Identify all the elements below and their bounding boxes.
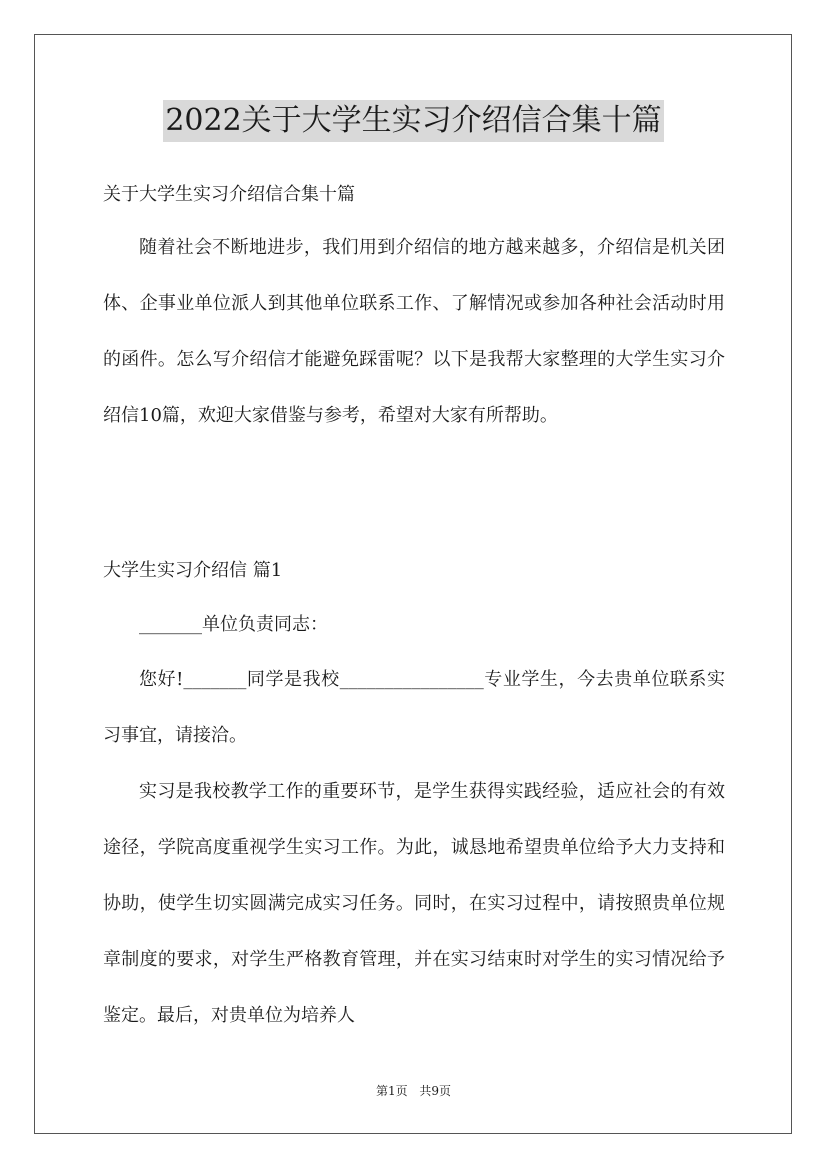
document-subtitle: 关于大学生实习介绍信合集十篇 — [103, 184, 355, 205]
letter-paragraph: 您好!_______同学是我校________________专业学生，今去贵单位联系实习事宜，请接洽。 — [103, 669, 725, 746]
document-title: 2022关于大学生实习介绍信合集十篇 — [163, 100, 663, 142]
page-footer — [0, 1082, 827, 1100]
letter-greeting: _______单位负责同志： — [139, 614, 328, 635]
letter-body — [103, 652, 725, 1044]
intro-paragraph: 随着社会不断地进步，我们用到介绍信的地方越来越多，介绍信是机关团体、企事业单位派人到其他单位联系工作、了解情况或参加各种社会活动时用的函件。怎么写介绍信才能避免踩雷呢？以下是我帮大家整理的大学生实习介绍信10篇，欢迎大家借鉴与参考，希望对大家有所帮助。 — [103, 237, 725, 426]
page-total: 共9页 — [419, 1084, 452, 1098]
intro-block — [103, 220, 725, 444]
page-number: 第1页 — [375, 1084, 408, 1098]
title-container — [0, 100, 827, 142]
section-heading: 大学生实习介绍信 篇1 — [103, 560, 283, 581]
letter-paragraph: 实习是我校教学工作的重要环节，是学生获得实践经验，适应社会的有效途径，学院高度重视学生实习工作。为此，诚恳地希望贵单位给予大力支持和协助，使学生切实圆满完成实习任务。同时，在实习过程中，请按照贵单位规章制度的要求，对学生严格教育管理，并在实习结束时对学生的实习情况给予鉴定。最后，对贵单位为培养人 — [103, 781, 725, 1026]
